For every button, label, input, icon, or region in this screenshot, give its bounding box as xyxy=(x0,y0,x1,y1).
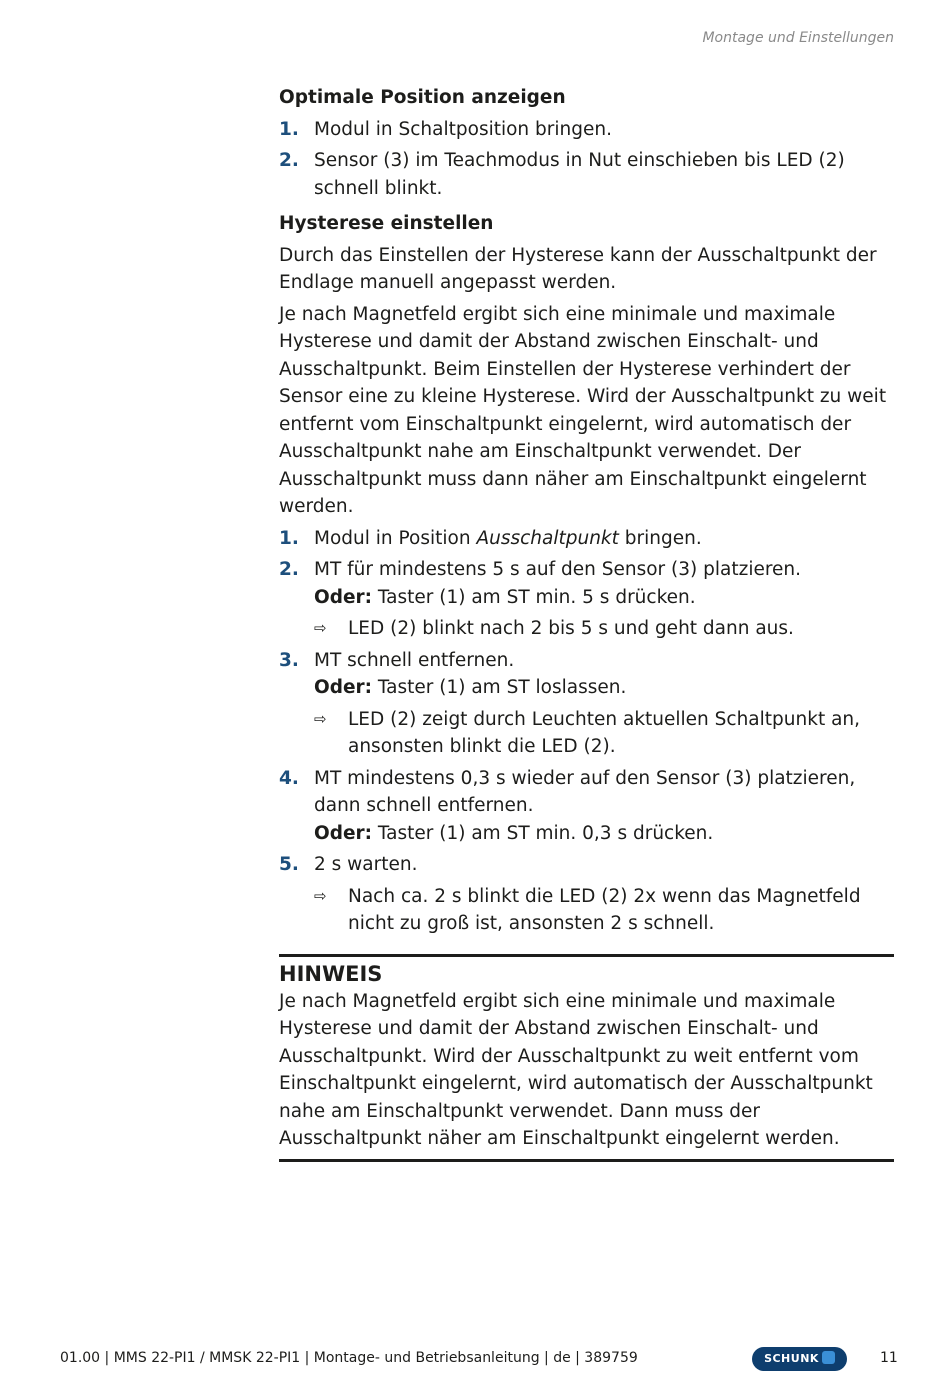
step-2-result xyxy=(279,615,894,643)
result-text: LED (2) blinkt nach 2 bis 5 s und geht dann aus. xyxy=(348,618,794,639)
result-text: LED (2) zeigt durch Leuchten aktuellen Schaltpunkt an, ansonsten blinkt die LED (2). xyxy=(348,708,861,757)
position-step-1 xyxy=(279,116,894,144)
hysterese-explanation: Je nach Magnetfeld ergibt sich eine minimale und maximale Hysterese und damit der Abstand zwischen Einschalt- und Ausschaltpunkt. Beim Einstellen der Hysterese verhindert der Sensor eine zu kleine Hysterese. Wird der Ausschaltpunkt zu weit entfernt vom Einschaltpunkt eingelernt, wird automatisch der Ausschaltpunkt nahe am Einschaltpunkt verwendet. Der Ausschaltpunkt muss dann näher am Einschaltpunkt eingelernt werden. xyxy=(279,303,887,517)
step-3-result xyxy=(279,706,894,761)
alternative-text: Taster (1) am ST loslassen. xyxy=(372,677,627,698)
step-text: 2 s warten. xyxy=(314,854,418,875)
step-text-pre: Modul in Position xyxy=(314,527,477,549)
main-content xyxy=(279,84,894,1162)
step-text: Modul in Schaltposition bringen. xyxy=(314,118,612,140)
logo-text: SCHUNK xyxy=(764,1352,819,1365)
step-text: MT schnell entfernen. xyxy=(314,649,515,671)
step-number: 2. xyxy=(279,150,299,171)
notice-text: Je nach Magnetfeld ergibt sich eine minimale und maximale Hysterese und damit der Abstand zwischen Einschalt- und Ausschaltpunkt. Wird der Ausschaltpunkt zu weit entfernt vom Einschaltpunkt eingelernt, wird automatisch der Ausschaltpunkt nahe am Einschaltpunkt verwendet. Dann muss der Ausschaltpunkt näher am Einschaltpunkt eingelernt werden. xyxy=(279,990,873,1149)
step-text: MT mindestens 0,3 s wieder auf den Sensor (3) platzieren, dann schnell entfernen. xyxy=(314,767,856,816)
alternative-text: Taster (1) am ST min. 5 s drücken. xyxy=(372,586,696,608)
step-number: 1. xyxy=(279,118,299,140)
step-5-result xyxy=(279,883,894,938)
hysterese-step-5 xyxy=(279,851,894,879)
oder-label: Oder: xyxy=(314,822,373,844)
step-number: 4. xyxy=(279,767,299,789)
arrow-right-outline-icon: ⇨ xyxy=(314,709,327,728)
hysterese-intro: Durch das Einstellen der Hysterese kann der Ausschaltpunkt der Endlage manuell angepasst werden. xyxy=(279,244,877,293)
step-number: 2. xyxy=(279,559,299,580)
step-number: 5. xyxy=(279,854,299,875)
step-number: 3. xyxy=(279,649,299,671)
notice-box xyxy=(279,954,894,1162)
hysterese-step-2 xyxy=(279,556,894,611)
section-header: Montage und Einstellungen xyxy=(702,30,894,46)
hysterese-step-3 xyxy=(279,647,894,702)
schunk-logo xyxy=(752,1347,847,1371)
step-number: 1. xyxy=(279,527,299,549)
page-number: 11 xyxy=(880,1350,898,1366)
logo-mark-icon xyxy=(822,1351,835,1364)
step-text: MT für mindestens 5 s auf den Sensor (3) platzieren. xyxy=(314,559,802,580)
hysterese-step-1 xyxy=(279,525,894,553)
arrow-right-outline-icon: ⇨ xyxy=(314,619,327,637)
alternative-text: Taster (1) am ST min. 0,3 s drücken. xyxy=(372,822,714,844)
footer-document-info: 01.00 | MMS 22-PI1 / MMSK 22-PI1 | Montage- und Betriebsanleitung | de | 389759 xyxy=(60,1350,638,1366)
hysterese-step-4 xyxy=(279,765,894,848)
arrow-right-outline-icon: ⇨ xyxy=(314,886,327,905)
step-text-emphasis: Ausschaltpunkt xyxy=(476,527,619,549)
notice-title: HINWEIS xyxy=(279,961,383,986)
position-step-2 xyxy=(279,147,894,202)
result-text: Nach ca. 2 s blinkt die LED (2) 2x wenn das Magnetfeld nicht zu groß ist, ansonsten 2 s schnell. xyxy=(348,885,861,934)
step-text: Sensor (3) im Teachmodus in Nut einschieben bis LED (2) schnell blinkt. xyxy=(314,150,845,199)
step-text-post: bringen. xyxy=(618,527,702,549)
oder-label: Oder: xyxy=(314,586,373,608)
hysterese-heading: Hysterese einstellen xyxy=(279,213,494,234)
oder-label: Oder: xyxy=(314,677,373,698)
position-heading: Optimale Position anzeigen xyxy=(279,87,566,108)
